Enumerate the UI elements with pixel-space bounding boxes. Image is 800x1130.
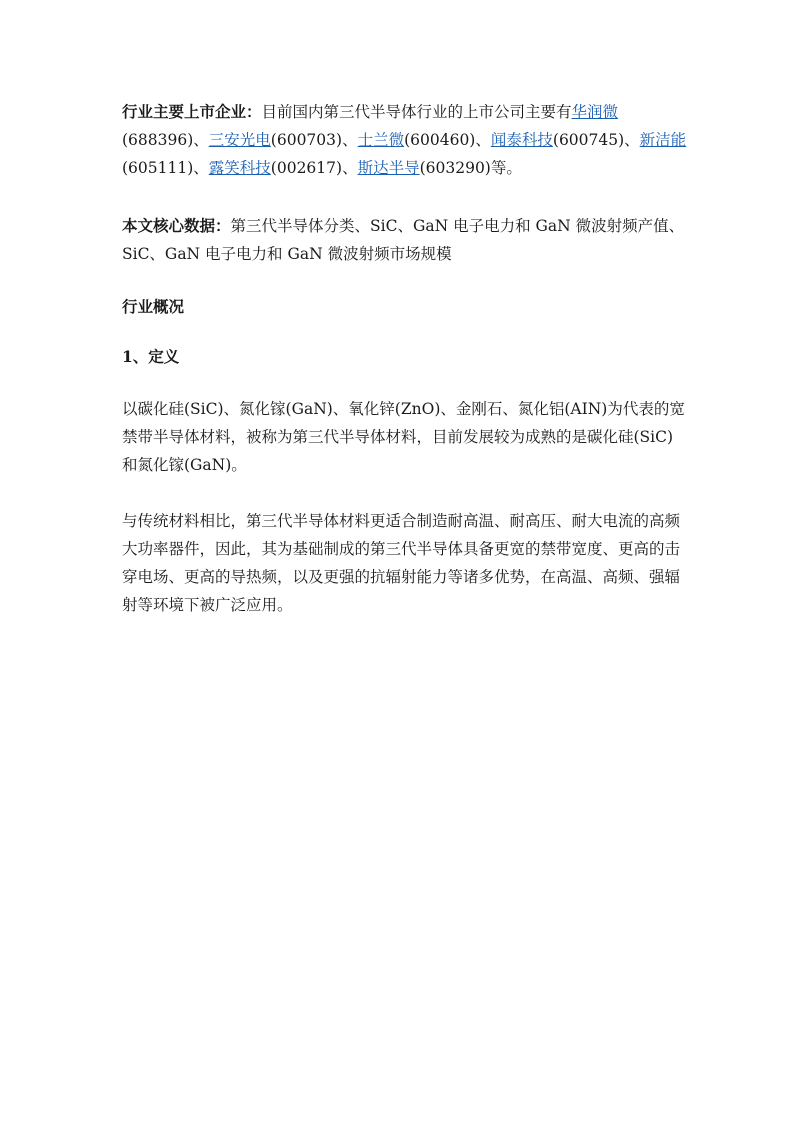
listed-companies-intro: 目前国内第三代半导体行业的上市公司主要有 [261, 103, 572, 121]
core-data-text: 第三代半导体分类、SiC、GaN 电子电力和 GaN 微波射频产值、SiC、GaN 电子电力和 GaN 微波射频市场规模 [122, 217, 685, 263]
company-code: (002617) [270, 159, 343, 177]
ending: 等。 [490, 159, 522, 177]
subsection-title: 1、定义 [122, 347, 180, 366]
company-link[interactable]: 三安光电 [208, 131, 271, 149]
separator: 、 [342, 159, 358, 177]
core-data-heading: 本文核心数据： [122, 216, 231, 235]
company-code: (688396) [122, 131, 194, 149]
company-code: (603290) [419, 159, 491, 177]
company-link[interactable]: 露笑科技 [208, 159, 271, 177]
company-code: (605111) [122, 159, 194, 177]
separator: 、 [193, 131, 209, 149]
company-code: (600745) [552, 131, 625, 149]
section-title: 行业概况 [122, 297, 185, 316]
company-link[interactable]: 斯达半导 [357, 159, 420, 177]
separator: 、 [624, 131, 640, 149]
company-link[interactable]: 闻泰科技 [490, 131, 553, 149]
company-link[interactable]: 士兰微 [357, 131, 405, 149]
separator: 、 [193, 159, 209, 177]
advantages-paragraph: 与传统材料相比，第三代半导体材料更适合制造耐高温、耐高压、耐大电流的高频大功率器件，因此，其为基础制成的第三代半导体具备更宽的禁带宽度、更高的击穿电场、更高的导热频，以及更强的抗辐射能力等诸多优势，在高温、高频、强辐射等环境下被广泛应用。 [122, 512, 681, 614]
company-code: (600703) [270, 131, 343, 149]
company-link[interactable]: 新洁能 [639, 131, 687, 149]
listed-companies-heading: 行业主要上市企业： [122, 102, 262, 121]
core-data-paragraph [122, 212, 688, 268]
separator: 、 [342, 131, 358, 149]
listed-companies-paragraph [122, 98, 688, 182]
company-code: (600460) [404, 131, 476, 149]
separator: 、 [475, 131, 491, 149]
company-link[interactable]: 华润微 [571, 103, 619, 121]
definition-paragraph: 以碳化硅(SiC)、氮化镓(GaN)、氧化锌(ZnO)、金刚石、氮化铝(AIN)为代表的宽禁带半导体材料，被称为第三代半导体材料，目前发展较为成熟的是碳化硅(SiC)和氮化镓(GaN)。 [122, 400, 685, 474]
